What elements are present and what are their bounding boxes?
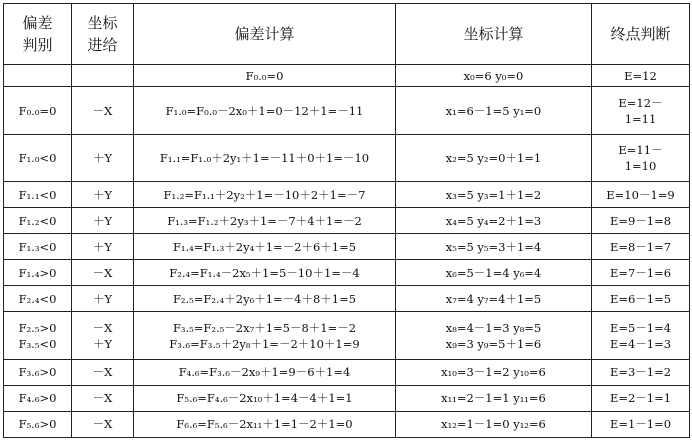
calc-cell: F₆.₆=F₅.₆－2x₁₁＋1=1－2＋1=0 — [134, 411, 396, 437]
judge-cell — [4, 65, 72, 87]
calc-cell: F₄.₆=F₃.₆－2x₉＋1=9－6＋1=4 — [134, 359, 396, 385]
coord-cell: x₃=5 y₃=1＋1=2 — [396, 182, 592, 208]
feed-cell: ＋Y — [72, 286, 134, 312]
coord-cell: x₄=5 y₄=2＋1=3 — [396, 208, 592, 234]
feed-cell: －X — [72, 411, 134, 437]
judge-cell: F₀.₀=0 — [4, 87, 72, 134]
table-row — [4, 312, 690, 359]
header-coordinate-calculation: 坐标计算 — [396, 4, 592, 65]
calc-cell: F₃.₅=F₂.₅－2x₇＋1=5－8＋1=－2 F₃.₆=F₃.₅＋2y₈＋1=－2＋10＋1=9 — [134, 312, 396, 359]
calc-cell: F₂.₄=F₁.₄－2x₅＋1=5－10＋1=－4 — [134, 260, 396, 286]
table-row — [4, 260, 690, 286]
coord-cell: x₂=5 y₂=0＋1=1 — [396, 134, 592, 181]
judge-cell: F₂.₄<0 — [4, 286, 72, 312]
calc-cell: F₁.₀=F₀.₀－2x₀＋1=0－12＋1=－11 — [134, 87, 396, 134]
judge-cell: F₄.₆>0 — [4, 385, 72, 411]
judge-cell: F₅.₆>0 — [4, 411, 72, 437]
header-deviation-judgement: 偏差 判别 — [4, 4, 72, 65]
coord-cell: x₇=4 y₇=4＋1=5 — [396, 286, 592, 312]
calc-cell: F₅.₆=F₄.₆－2x₁₀＋1=4－4＋1=1 — [134, 385, 396, 411]
end-cell: E=9－1=8 — [592, 208, 690, 234]
end-cell: E=1－1=0 — [592, 411, 690, 437]
table-row — [4, 182, 690, 208]
feed-cell: ＋Y — [72, 208, 134, 234]
feed-cell: －X ＋Y — [72, 312, 134, 359]
header-deviation-calculation: 偏差计算 — [134, 4, 396, 65]
table-row — [4, 208, 690, 234]
feed-cell: －X — [72, 260, 134, 286]
coord-cell: x₁₂=1－1=0 y₁₂=6 — [396, 411, 592, 437]
calc-cell: F₁.₃=F₁.₂＋2y₃＋1=－7＋4＋1=－2 — [134, 208, 396, 234]
table-row — [4, 286, 690, 312]
end-cell: E=3－1=2 — [592, 359, 690, 385]
feed-cell: ＋Y — [72, 234, 134, 260]
feed-cell: ＋Y — [72, 182, 134, 208]
end-cell: E=2－1=1 — [592, 385, 690, 411]
feed-cell — [72, 65, 134, 87]
table-row — [4, 134, 690, 181]
calc-cell: F₂.₅=F₂.₄＋2y₆＋1=－4＋8＋1=5 — [134, 286, 396, 312]
coord-cell: x₁₁=2－1=1 y₁₁=6 — [396, 385, 592, 411]
calc-cell: F₁.₄=F₁.₃＋2y₄＋1=－2＋6＋1=5 — [134, 234, 396, 260]
coord-cell: x₅=5 y₅=3＋1=4 — [396, 234, 592, 260]
judge-cell: F₁.₁<0 — [4, 182, 72, 208]
end-cell: E=10－1=9 — [592, 182, 690, 208]
coord-cell: x₁₀=3－1=2 y₁₀=6 — [396, 359, 592, 385]
judge-cell: F₃.₆>0 — [4, 359, 72, 385]
judge-cell: F₁.₄>0 — [4, 260, 72, 286]
calc-cell: F₁.₂=F₁.₁＋2y₂＋1=－10＋2＋1=－7 — [134, 182, 396, 208]
judge-cell: F₂.₅>0 F₃.₅<0 — [4, 312, 72, 359]
table-row — [4, 385, 690, 411]
header-endpoint-judgement: 终点判断 — [592, 4, 690, 65]
end-cell: E=12－ 1=11 — [592, 87, 690, 134]
feed-cell: －X — [72, 385, 134, 411]
end-cell: E=5－1=4 E=4－1=3 — [592, 312, 690, 359]
header-coordinate-feed: 坐标 进给 — [72, 4, 134, 65]
interpolation-table — [3, 3, 690, 438]
table-row — [4, 65, 690, 87]
end-cell: E=6－1=5 — [592, 286, 690, 312]
table-row — [4, 359, 690, 385]
calc-cell: F₁.₁=F₁.₀＋2y₁＋1=－11＋0＋1=－10 — [134, 134, 396, 181]
calc-cell: F₀.₀=0 — [134, 65, 396, 87]
coord-cell: x₁=6－1=5 y₁=0 — [396, 87, 592, 134]
end-cell: E=8－1=7 — [592, 234, 690, 260]
feed-cell: ＋Y — [72, 134, 134, 181]
table-row — [4, 87, 690, 134]
coord-cell: x₀=6 y₀=0 — [396, 65, 592, 87]
coord-cell: x₆=5－1=4 y₆=4 — [396, 260, 592, 286]
end-cell: E=7－1=6 — [592, 260, 690, 286]
feed-cell: －X — [72, 87, 134, 134]
judge-cell: F₁.₃<0 — [4, 234, 72, 260]
end-cell: E=12 — [592, 65, 690, 87]
feed-cell: －X — [72, 359, 134, 385]
judge-cell: F₁.₂<0 — [4, 208, 72, 234]
coord-cell: x₈=4－1=3 y₈=5 x₉=3 y₉=5＋1=6 — [396, 312, 592, 359]
table-row — [4, 234, 690, 260]
judge-cell: F₁.₀<0 — [4, 134, 72, 181]
header-row — [4, 4, 690, 65]
end-cell: E=11－ 1=10 — [592, 134, 690, 181]
table-container — [3, 3, 689, 438]
table-row — [4, 411, 690, 437]
